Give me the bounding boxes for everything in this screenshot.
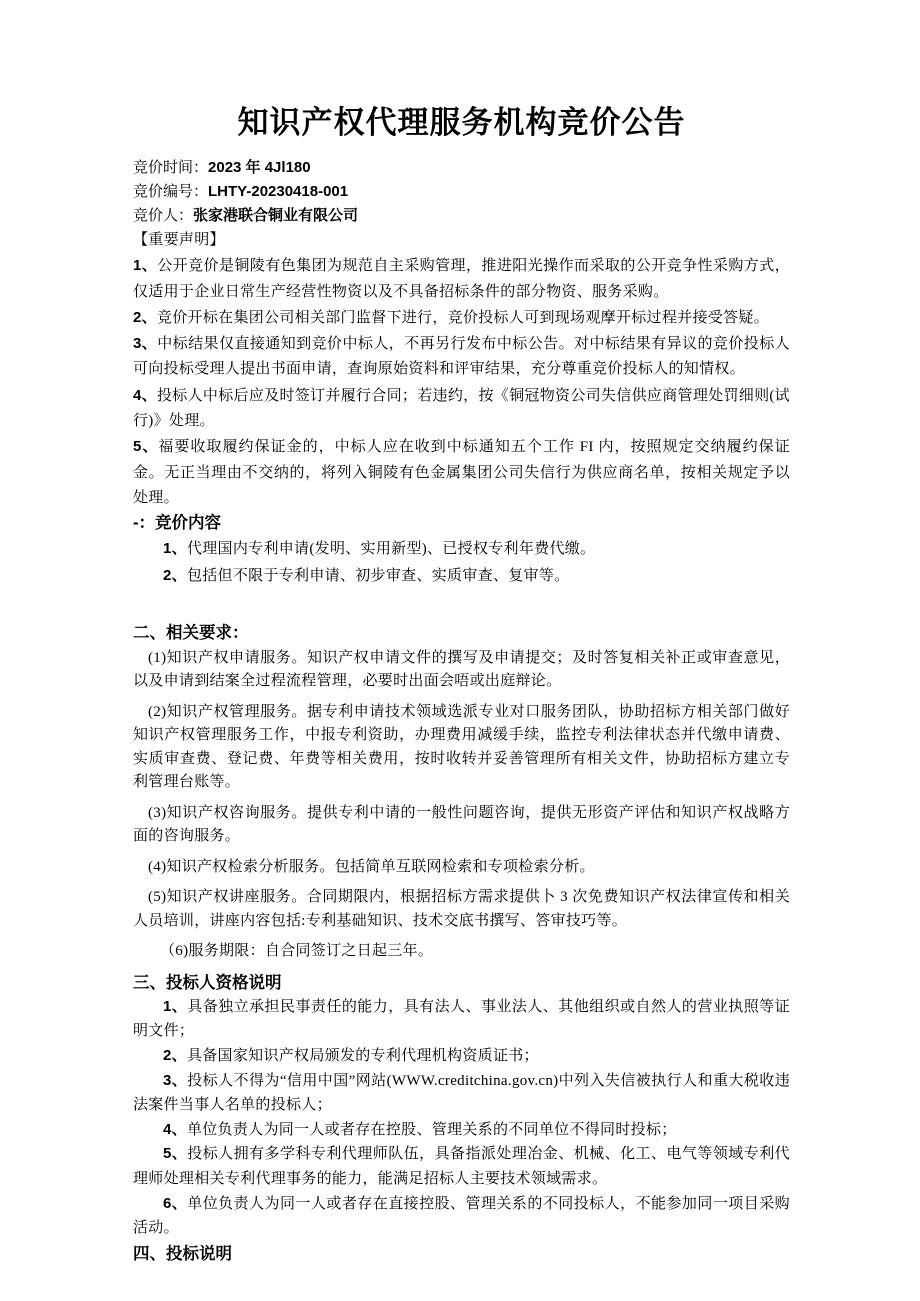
qualification-item-text: 具备独立承担民事责任的能力，具有法人、事业法人、其他组织或自然人的营业执照等证明文件； <box>133 998 790 1040</box>
qualification-item <box>133 1192 790 1241</box>
bid-content-item <box>133 563 790 589</box>
qualifications-section <box>133 971 790 1241</box>
notice-item <box>133 305 790 331</box>
notice-item-number: 4、 <box>133 386 157 404</box>
bid-number-line <box>133 180 790 204</box>
bid-content-section <box>133 511 790 589</box>
qualification-item-number: 2、 <box>163 1047 187 1065</box>
notice-item-text: 投标人中标后应及时签订并履行合同；若违约，按《铜冠物资公司失信供应商管理处罚细则(试行)》处理。 <box>133 387 790 430</box>
bid-number-label: 竞价编号： <box>133 184 209 200</box>
bid-content-item-text: 包括但不限于专利申请、初步审查、实质审查、复审等。 <box>186 567 570 584</box>
bid-content-item-number: 2、 <box>163 566 187 584</box>
notice-item-text: 公开竞价是铜陵有色集团为规范自主采购管理，推进阳光操作而采取的公开竞争性采购方式，仅适用于企业日常生产经营性物资以及不具备招标条件的部分物资、服务采购。 <box>133 258 790 300</box>
notice-item <box>133 434 790 511</box>
bidder-label: 竞价人： <box>133 208 194 224</box>
notice-item <box>133 383 790 435</box>
bid-time-label: 竞价时间： <box>133 160 209 176</box>
notice-item-text: 福要收取履约保证金的，中标人应在收到中标通知五个工作 FI 内，按照规定交纳履约保证金。无正当理由不交纳的，将列入铜陵有色金属集团公司失信行为供应商名单，按相关规定予以处理。 <box>133 439 790 506</box>
qualification-item-text: 具备国家知识产权局颁发的专利代理机构资质证书； <box>186 1048 539 1065</box>
requirement-paragraph: （6)服务期限：自合同签订之日起三年。 <box>160 943 434 960</box>
notice-item-number: 2、 <box>133 308 157 326</box>
qualification-item-number: 3、 <box>163 1071 188 1089</box>
qualification-item <box>133 1118 790 1143</box>
requirement-paragraph: (5)知识产权讲座服务。合同期限内，根据招标方需求提供卜 3 次免费知识产权法律宣传和相关人员培训，讲座内容包括:专利基础知识、技术交底书撰写、答审技巧等。 <box>133 889 790 929</box>
notice-item-text: 竞价开标在集团公司相关部门监督下进行，竞价投标人可到现场观摩开标过程并接受答疑。 <box>156 309 769 326</box>
bid-time-value: 2023 年 4Jl180 <box>208 159 311 176</box>
notice-item-number: 5、 <box>133 438 159 456</box>
important-notice-section <box>133 228 790 511</box>
qualification-item-number: 4、 <box>163 1120 187 1138</box>
bidder-line <box>133 204 790 228</box>
requirement-paragraph: (2)知识产权管理服务。据专利申请技术领域选派专业对口服务团队，协助招标方相关部门做好知识产权管理服务工作，中报专利资助，办理费用减缓手续，监控专利法律状态并代缴申请费、实质审查费、登记费、年费等相关费用，按时收转并妥善管理所有相关文件，协助招标方建立专利管理台账等。 <box>133 703 790 791</box>
qualification-item <box>133 1069 790 1118</box>
qualification-item-text: 投标人拥有多学科专利代理师队伍，具备指派处理冶金、机械、化工、电气等领域专利代理师处理相关专利代理事务的能力，能满足招标人主要技术领域需求。 <box>133 1146 790 1188</box>
meta-block <box>133 156 790 228</box>
qualification-item <box>133 1044 790 1069</box>
qualification-item-number: 6、 <box>163 1194 188 1212</box>
qualification-item-text: 投标人不得为“信用中国”网站(WWW.creditchina.gov.cn)中列入失信被执行人和重大税收违法案件当事人名单的投标人； <box>133 1072 790 1114</box>
notice-item <box>133 253 790 305</box>
requirements-heading: 二、相关要求： <box>133 623 249 642</box>
bid-number-value: LHTY-20230418-001 <box>208 183 349 200</box>
notice-item-number: 3、 <box>133 335 158 353</box>
requirement-paragraph: (4)知识产权检索分析服务。包括简单互联网检索和专项检索分析。 <box>148 858 595 875</box>
document-title: 知识产权代理服务机构竞价公告 <box>237 105 686 140</box>
bidder-value: 张家港联合铜业有限公司 <box>193 207 359 224</box>
requirements-section <box>133 621 790 964</box>
bid-content-heading: -：竞价内容 <box>133 514 221 533</box>
notice-heading: 【重要声明】 <box>133 232 225 248</box>
requirement-paragraph: (3)知识产权咨询服务。提供专利中请的一般性问题咨询，提供无形资产评估和知识产权战略方面的咨询服务。 <box>133 804 790 845</box>
notice-item <box>133 331 790 383</box>
qualification-item-number: 1、 <box>163 997 188 1015</box>
qualification-item-text: 单位负责人为同一人或者存在直接控股、管理关系的不同投标人，不能参加同一项目采购活动。 <box>133 1195 790 1237</box>
requirement-paragraph: (1)知识产权申请服务。知识产权申请文件的撰写及申请提交；及时答复相关补正或审查意见，以及申请到结案全过程流程管理，必要时出面会唔或出庭辩论。 <box>133 649 790 690</box>
bid-content-item <box>133 536 790 562</box>
bid-content-item-number: 1、 <box>163 540 187 558</box>
qualification-item-number: 5、 <box>163 1145 188 1163</box>
qualification-item <box>133 1142 790 1191</box>
bidding-notes-heading: 四、投标说明 <box>133 1244 232 1263</box>
notice-item-number: 1、 <box>133 257 158 275</box>
qualifications-heading: 三、投标人资格说明 <box>133 973 282 992</box>
notice-item-text: 中标结果仅直接通知到竞价中标人，不再另行发布中标公告。对中标结果有异议的竞价投标人可向投标受理人提出书面申请，查询原始资料和评审结果，充分尊重竞价投标人的知情权。 <box>133 336 790 378</box>
qualification-item-text: 单位负责人为同一人或者存在控股、管理关系的不同单位不得同时投标； <box>186 1121 677 1138</box>
qualification-item <box>133 995 790 1044</box>
bid-content-item-text: 代理国内专利申请(发明、实用新型)、已授权专利年费代缴。 <box>186 541 596 558</box>
bid-time-line <box>133 156 790 180</box>
